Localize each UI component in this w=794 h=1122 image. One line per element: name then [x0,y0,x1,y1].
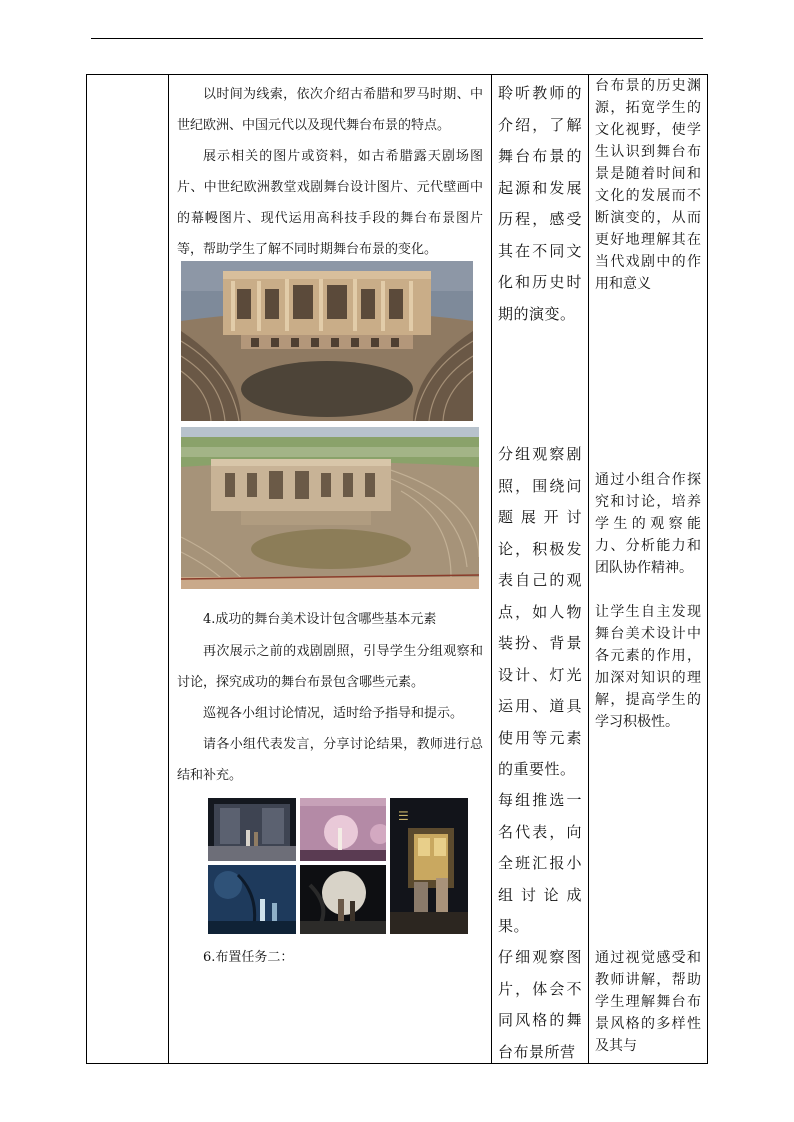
heading-task-two: 6.布置任务二： [203,950,294,965]
intent-history-text: 台布景的历史渊源，拓宽学生的文化视野，使学生认识到舞台布景是随着时间和文化的发展而不断演变的，从而更好地理解其在当代戏剧中的作用和意义 [595,78,701,292]
photo-stage-still-2 [300,798,386,861]
intent-discovery-text: 让学生自主发现舞台美术设计中各元素的作用，加深对知识的理解，提高学生的学习积极性。 [595,604,701,730]
student-listen-text: 聆听教师的介绍，了解舞台布景的起源和发展历程，感受其在不同文化和历史时期的演变。 [498,84,582,323]
svg-text:☰: ☰ [398,809,409,823]
intent-collaboration-text: 通过小组合作探究和讨论，培养学生的观察能力、分析能力和团队协作精神。 [595,472,701,576]
photo-stage-still-3 [390,798,468,934]
lesson-plan-table [86,74,708,1064]
paragraph-supervise: 巡视各小组讨论情况，适时给予指导和提示。 [203,706,464,721]
paragraph-group-discussion: 再次展示之前的戏剧剧照，引导学生分组观察和讨论，探究成功的舞台布景包含哪些元素。 [177,644,483,690]
student-discuss-text: 分组观察剧照，围绕问题展开讨论，积极发表自己的观点，如人物装扮、背景设计、灯光运用、道具使用等元素的重要性。 [498,445,582,778]
design-intent-cell [589,75,707,1063]
photo-hierapolis-theater [181,427,479,589]
heading-stage-elements: 4.成功的舞台美术设计包含哪些基本元素 [203,612,437,627]
header-rule [91,38,703,39]
paragraph-representatives: 请各小组代表发言，分享讨论结果，教师进行总结和补充。 [177,737,483,783]
student-observe-text: 仔细观察图片，体会不同风格的舞台布景所营 [498,948,582,1061]
paragraph-timeline: 以时间为线索，依次介绍古希腊和罗马时期、中世纪欧洲、中国元代以及现代舞台布景的特点。 [177,87,483,133]
photo-stage-still-1 [208,798,296,861]
photo-roman-theater-stage [181,261,473,421]
teacher-activity-cell [169,75,491,1063]
paragraph-show-images: 展示相关的图片或资料，如古希腊露天剧场图片、中世纪欧洲教堂戏剧舞台设计图片、元代壁画中的幕幔图片、现代运用高科技手段的舞台布景图片等，帮助学生了解不同时期舞台布景的变化。 [177,149,483,257]
student-report-text: 每组推选一名代表，向全班汇报小组讨论成果。 [498,791,582,935]
student-activity-cell [492,75,588,1063]
photo-stage-still-5 [300,865,386,934]
intent-visual-text: 通过视觉感受和教师讲解，帮助学生理解舞台布景风格的多样性及其与 [595,950,701,1054]
photo-stage-still-4 [208,865,296,934]
